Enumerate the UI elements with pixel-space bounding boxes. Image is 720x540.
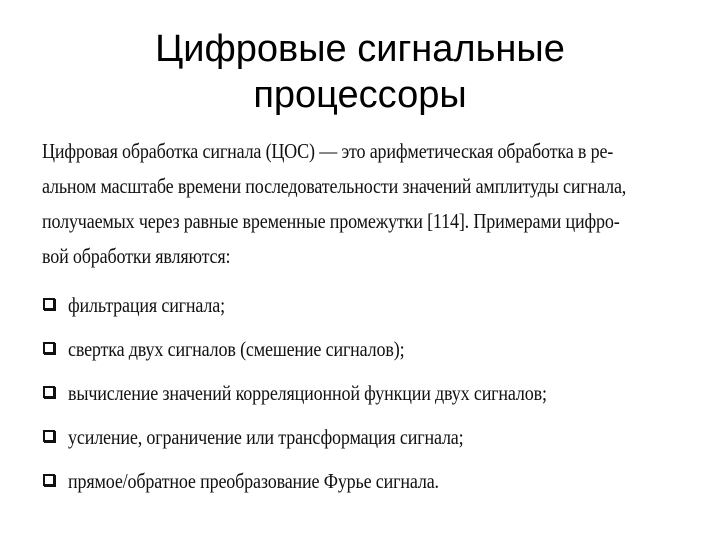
- list-item-text: вычисление значений корреляционной функции двух сигналов;: [68, 381, 547, 405]
- slide-title-line-2: процессоры: [253, 74, 467, 116]
- paragraph-line-2: альном масштабе времени последовательности значений амплитуды сигнала,: [42, 174, 627, 198]
- square-bullet-icon: [43, 298, 55, 310]
- list-item-text: свертка двух сигналов (смешение сигналов);: [68, 337, 405, 361]
- square-bullet-icon: [43, 430, 55, 442]
- list-item: [42, 464, 682, 508]
- paragraph-line-1: Цифровая обработка сигнала (ЦОС) — это арифметическая обработка в ре-: [42, 139, 614, 163]
- square-bullet-icon: [43, 342, 55, 354]
- list-item: [42, 288, 682, 332]
- list-item: [42, 420, 682, 464]
- paragraph-line-3: получаемых через равные временные промежутки [114]. Примерами цифро-: [42, 209, 620, 233]
- slide-title-line-1: Цифровые сигнальные: [155, 28, 565, 70]
- slide-title: [0, 26, 720, 118]
- paragraph-line-4: вой обработки являются:: [42, 244, 231, 268]
- square-bullet-icon: [43, 386, 55, 398]
- definition-paragraph: [42, 134, 627, 274]
- scanned-text-block: [42, 134, 682, 508]
- list-item: [42, 332, 682, 376]
- list-item-text: усиление, ограничение или трансформация сигнала;: [68, 425, 464, 449]
- examples-list: [42, 288, 682, 508]
- list-item-text: фильтрация сигнала;: [68, 293, 225, 317]
- list-item: [42, 376, 682, 420]
- list-item-text: прямое/обратное преобразование Фурье сигнала.: [68, 469, 439, 493]
- square-bullet-icon: [43, 474, 55, 486]
